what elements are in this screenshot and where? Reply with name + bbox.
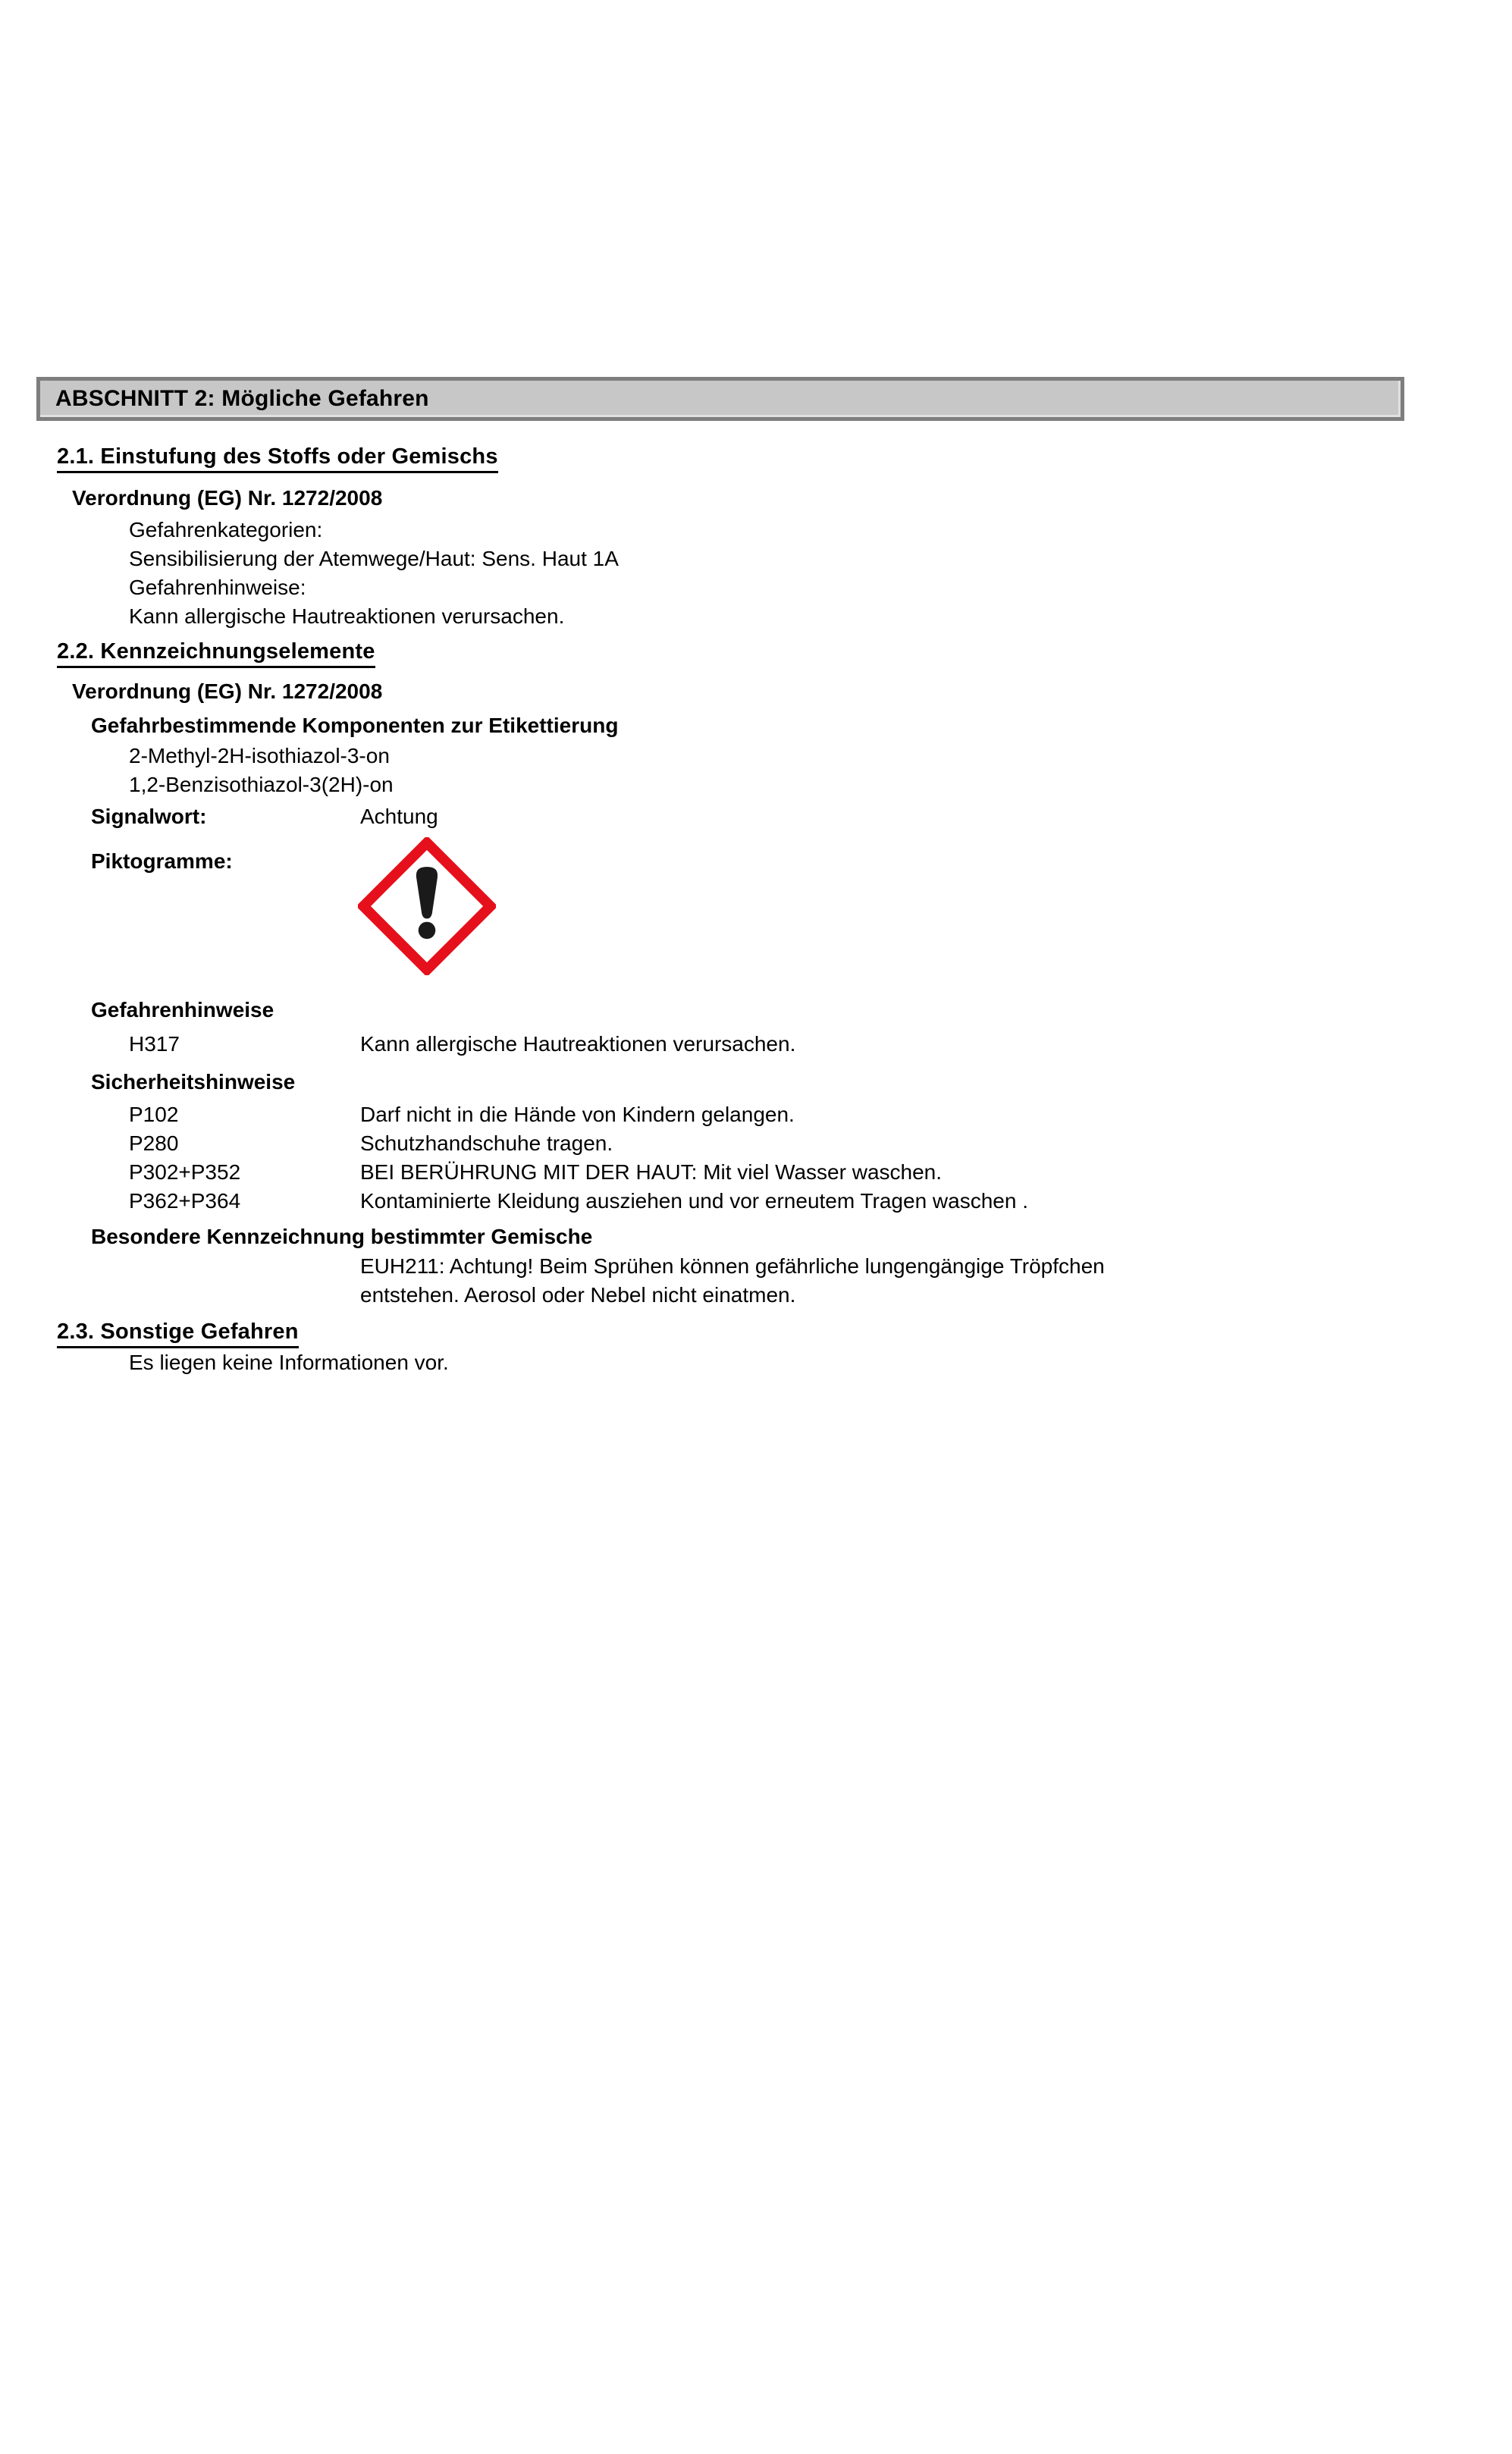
precautionary-code: P302+P352	[129, 1160, 241, 1184]
precautionary-code: P362+P364	[129, 1189, 241, 1213]
special-labelling-label: Besondere Kennzeichnung bestimmter Gemische	[91, 1225, 593, 1248]
section-header-bar	[36, 377, 1404, 421]
hazard-code: H317	[129, 1032, 180, 1056]
classification-line: Gefahrenkategorien:	[129, 518, 323, 541]
regulation-label-2-2: Verordnung (EG) Nr. 1272/2008	[72, 679, 383, 703]
labelling-components-list	[129, 742, 394, 799]
section-2-3	[57, 1320, 299, 1348]
precautionary-text: Kontaminierte Kleidung ausziehen und vor erneutem Tragen waschen .	[360, 1189, 1028, 1213]
signal-word-value: Achtung	[360, 805, 438, 828]
precautionary-row	[129, 1158, 1028, 1187]
precautionary-row	[129, 1187, 1028, 1216]
classification-line: Gefahrenhinweise:	[129, 576, 306, 599]
hazard-text: Kann allergische Hautreaktionen verursachen.	[360, 1032, 796, 1056]
precautionary-row	[129, 1100, 1028, 1129]
hazard-statement-row	[129, 1030, 795, 1059]
precautionary-text: Darf nicht in die Hände von Kindern gelangen.	[360, 1103, 795, 1126]
section-2-3-heading: 2.3. Sonstige Gefahren	[57, 1320, 299, 1348]
precautionary-code: P102	[129, 1103, 179, 1126]
precautionary-statements-list	[129, 1100, 1028, 1216]
section-2-2	[57, 639, 375, 668]
component-item: 2-Methyl-2H-isothiazol-3-on	[129, 744, 390, 767]
classification-line: Kann allergische Hautreaktionen verursachen.	[129, 604, 565, 628]
precautionary-text: BEI BERÜHRUNG MIT DER HAUT: Mit viel Wasser waschen.	[360, 1160, 943, 1184]
classification-lines	[129, 516, 619, 631]
euh-statement	[360, 1252, 1175, 1310]
component-item: 1,2-Benzisothiazol-3(2H)-on	[129, 773, 394, 796]
hazard-statements-label: Gefahrenhinweise	[91, 998, 274, 1021]
precautionary-statements-label: Sicherheitshinweise	[91, 1070, 296, 1094]
section-header-title: ABSCHNITT 2: Mögliche Gefahren	[55, 386, 429, 411]
section-2-1-heading: 2.1. Einstufung des Stoffs oder Gemischs	[57, 444, 498, 473]
signal-word-row	[91, 802, 438, 831]
precautionary-code: P280	[129, 1131, 179, 1155]
pictograms-label: Piktogramme:	[91, 849, 233, 873]
labelling-components-label: Gefahrbestimmende Komponenten zur Etikettierung	[91, 714, 619, 737]
section-2-1	[57, 444, 498, 473]
euh-statement-line: entstehen. Aerosol oder Nebel nicht einatmen.	[360, 1283, 796, 1307]
euh-statement-line: EUH211: Achtung! Beim Sprühen können gefährliche lungengängige Tröpfchen	[360, 1254, 1105, 1278]
signal-word-label: Signalwort:	[91, 805, 207, 828]
other-hazards-text: Es liegen keine Informationen vor.	[129, 1351, 449, 1374]
precautionary-row	[129, 1129, 1028, 1158]
precautionary-text: Schutzhandschuhe tragen.	[360, 1131, 613, 1155]
section-2-2-heading: 2.2. Kennzeichnungselemente	[57, 639, 375, 668]
regulation-label-2-1: Verordnung (EG) Nr. 1272/2008	[72, 486, 383, 510]
classification-line: Sensibilisierung der Atemwege/Haut: Sens. Haut 1A	[129, 547, 619, 570]
ghs07-exclamation-icon	[358, 837, 496, 975]
